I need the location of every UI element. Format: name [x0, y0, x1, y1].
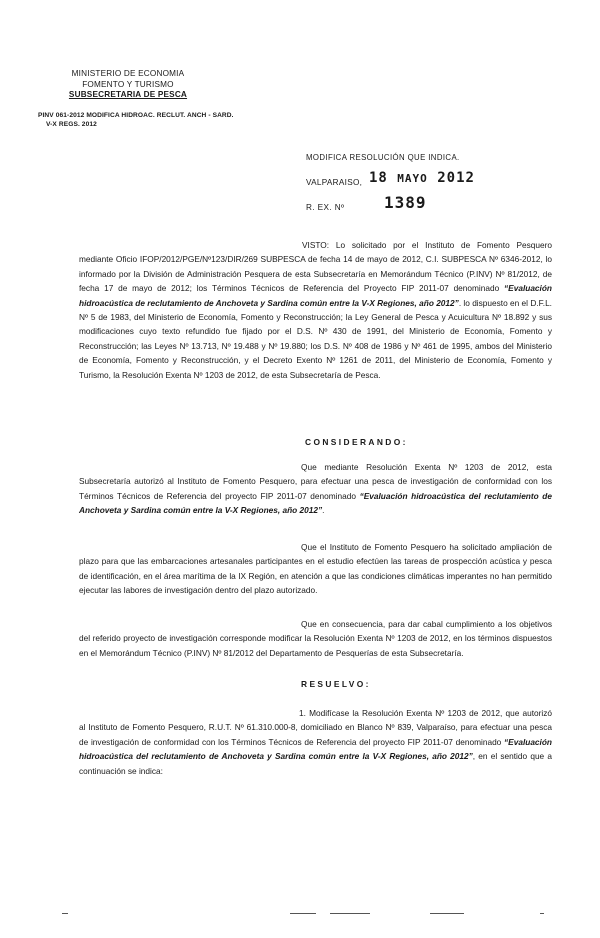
resuelvo-project-name: “Evaluación hidroacústica del reclutamiento de Anchoveta y Sardina común entre la V-X Regiones, año 2012”: [79, 736, 552, 762]
date-stamp: [369, 170, 475, 186]
visto-paragraph: [79, 238, 552, 382]
reference-code: [38, 112, 234, 129]
considerando-paragraph-1: [79, 460, 552, 518]
place-label: VALPARAISO,: [306, 178, 363, 187]
resuelvo-heading: RESUELVO:: [301, 679, 371, 689]
date-month: MAYO: [397, 172, 428, 185]
reference-line-2: V-X REGS. 2012: [46, 120, 97, 128]
visto-project-name: “Evaluación hidroacústica de reclutamiento de Anchoveta y Sardina común entre la V-X Regiones, año 2012”: [79, 283, 552, 308]
considerando-1-text-a: Que mediante Resolución Exenta Nº 1203 de 2012, esta Subsecretaría autorizó al Instituto de Fomento Pesquero, para efectuar una pesca de investigación de conformidad con los Términos Técnicos de Referencia del proyecto FIP 2011-07 denominado: [79, 462, 552, 501]
footer-mark: [430, 913, 464, 914]
considerando-1-text-b: .: [322, 505, 325, 516]
ministry-subname: FOMENTO Y TURISMO: [82, 79, 174, 89]
subsecretaria-name: SUBSECRETARIA DE PESCA: [68, 90, 188, 99]
footer-mark: [330, 913, 370, 914]
date-day: 18: [369, 170, 388, 186]
resuelvo-text-b: , en el sentido que a continuación se indica:: [79, 751, 552, 776]
visto-text-a: Lo solicitado por el Instituto de Fomento Pesquero mediante Oficio IFOP/2012/PGE/Nº123/DIR/269 SUBPESCA de fecha 14 de mayo de 2012, C.I. SUBPESCA Nº 6346-2012, lo informado por la División de Administración Pesquera de esta Subsecretaría en Memorándum Técnico (P.INV) Nº 81/2012, de fecha 17 de mayo de 2012; los Términos Técnicos de Referencia del Proyecto FIP 2011-07 denominado: [79, 240, 552, 294]
footer-mark: [290, 913, 316, 914]
considerando-3-text: Que en consecuencia, para dar cabal cumplimiento a los objetivos del referido proyecto de investigación corresponde modificar la Resolución Exenta Nº 1203 de 2012, en los términos dispuestos en el Memorándum Técnico (P.INV) Nº 81/2012 del Departamento de Pesquerías de esta Subsecretaría.: [79, 619, 552, 658]
resuelvo-text-a: Modifícase la Resolución Exenta Nº 1203 de 2012, que autorizó al Instituto de Fomento Pesquero, R.U.T. Nº 61.310.000-8, domiciliado en Blanco Nº 839, Valparaíso, para efectuar una pesca de investigación de conformidad con los Términos Técnicos de Referencia del proyecto FIP 2011-07 denominado: [79, 708, 553, 747]
considerando-1-project-name: “Evaluación hidroacústica del reclutamiento de Anchoveta y Sardina común entre la V-X Regiones, año 2012”: [79, 490, 552, 516]
resolution-number-label: R. EX. Nº: [306, 203, 345, 212]
footer-mark: [62, 913, 68, 914]
visto-label: VISTO:: [302, 240, 330, 250]
footer-mark: [540, 913, 544, 914]
resolution-number: 1389: [384, 193, 427, 212]
ministry-header: [28, 69, 228, 101]
resuelvo-item-1: [79, 706, 552, 778]
considerando-2-text: Que el Instituto de Fomento Pesquero ha solicitado ampliación de plazo para que las embarcaciones artesanales participantes en el estudio efectúen las tareas de prospección acústica y pesca de identificación, en el área marítima de la IX Región, en atención a que las condiciones climáticas imperantes no han permitido ejecutar las labores de investigación dentro del plazo autorizado.: [79, 542, 552, 596]
ministry-name: MINISTERIO DE ECONOMIA: [71, 69, 185, 78]
considerando-heading: CONSIDERANDO:: [305, 437, 408, 447]
considerando-paragraph-2: [79, 540, 552, 598]
visto-text-b: . lo dispuesto en el D.F.L. Nº 5 de 1983, del Ministerio de Economía, Fomento y Reconstrucción; la Ley General de Pesca y Acuicultura Nº 18.892 y sus modificaciones cuyo texto refundido fue fijado por el D.S. Nº 430 de 1991, del Ministerio de Economía, Fomento y Reconstrucción; las Leyes Nº 13.713, Nº 19.488 y Nº 19.880; los D.S. Nº 408 de 1986 y Nº 461 de 1995, ambos del Ministerio de Economía, Fomento y Reconstrucción, y el Decreto Exento Nº 1261 de 2011, del Ministerio de Economía, Fomento y Turismo, la Resolución Exenta Nº 1203 de 2012, de esta Subsecretaría de Pesca.: [79, 297, 552, 380]
resuelvo-item-number: 1.: [299, 708, 306, 718]
date-year: 2012: [437, 170, 475, 186]
considerando-paragraph-3: [79, 617, 552, 660]
reference-line-1: PINV 061-2012 MODIFICA HIDROAC. RECLUT. ANCH - SARD.: [38, 112, 234, 119]
resolution-title: MODIFICA RESOLUCIÓN QUE INDICA.: [306, 153, 460, 162]
